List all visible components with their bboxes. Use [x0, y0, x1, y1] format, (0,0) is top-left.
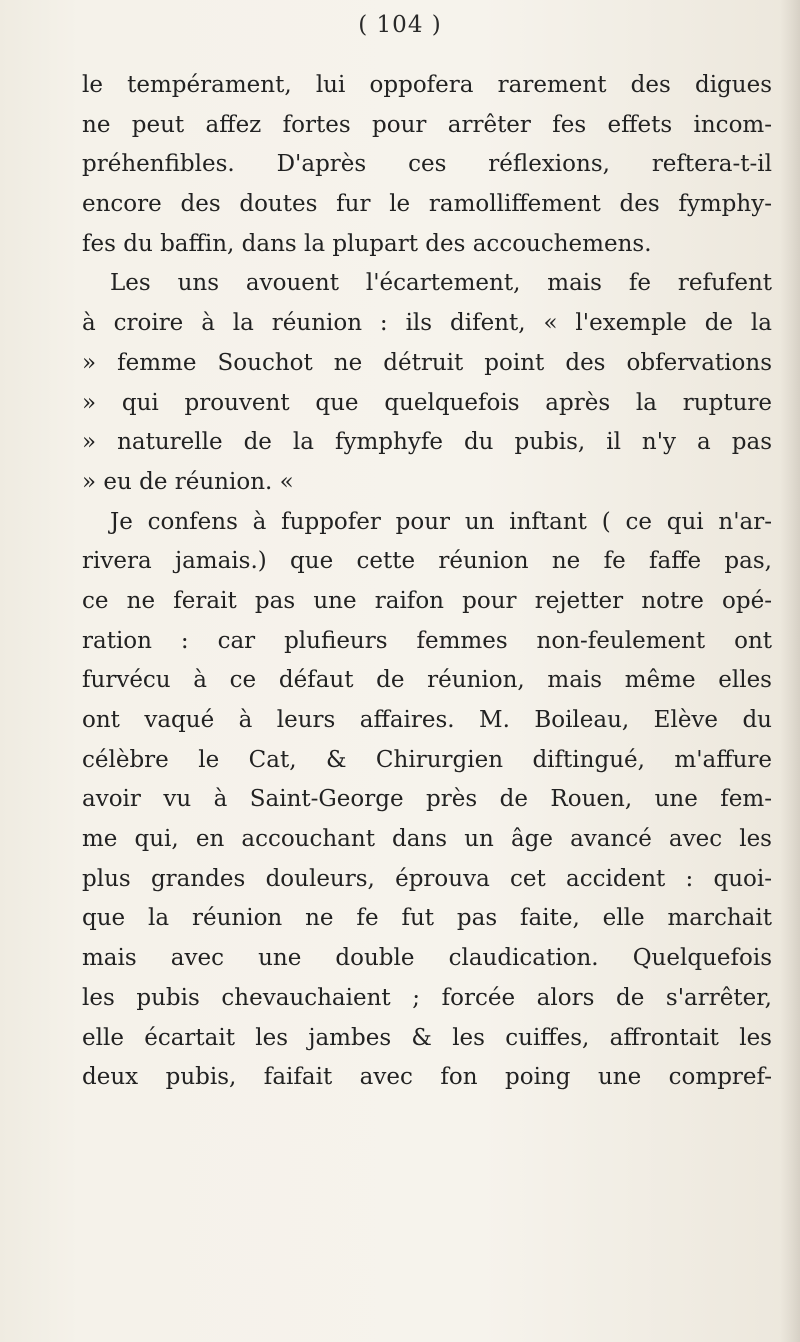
text-line: préhenfibles. D'après ces réflexions, reftera-t-il — [82, 151, 772, 178]
page-number: ( 104 ) — [358, 12, 442, 38]
text-line: fes du baffin, dans la plupart des accouchemens. — [82, 230, 652, 257]
page-edge-shadow — [780, 0, 800, 1342]
text-line: » qui prouvent que quelquefois après la rupture — [82, 389, 772, 416]
text-line: deux pubis, faifait avec fon poing une compref- — [82, 1064, 772, 1091]
text-line: » eu de réunion. « — [82, 468, 294, 495]
text-line: » femme Souchot ne détruit point des obfervations — [82, 349, 772, 376]
text-line: les pubis chevauchaient ; forcée alors de s'arrêter, — [82, 984, 772, 1011]
text-line: mais avec une double claudication. Quelquefois — [82, 945, 772, 972]
text-line: plus grandes douleurs, éprouva cet accident : quoi- — [82, 865, 772, 892]
body-text — [82, 66, 772, 1098]
text-line: rivera jamais.) que cette réunion ne fe faffe pas, — [82, 548, 772, 575]
text-line: » naturelle de la fymphyfe du pubis, il n'y a pas — [82, 429, 772, 456]
text-line: ration : car plufieurs femmes non-feulement ont — [82, 627, 772, 654]
text-line: à croire à la réunion : ils difent, « l'exemple de la — [82, 310, 772, 337]
text-line: encore des doutes fur le ramolliffement des fymphy- — [82, 191, 772, 218]
text-line: célèbre le Cat, & Chirurgien diftingué, m'affure — [82, 746, 772, 773]
text-line: le tempérament, lui oppofera rarement des digues — [82, 72, 772, 98]
text-line: ont vaqué à leurs affaires. M. Boileau, Elève du — [82, 707, 772, 733]
text-line: me qui, en accouchant dans un âge avancé avec les — [82, 826, 772, 853]
text-line: avoir vu à Saint-George près de Rouen, une fem- — [82, 786, 772, 813]
text-line: que la réunion ne fe fut pas faite, elle marchait — [82, 905, 772, 932]
text-line: ce ne ferait pas une raifon pour rejetter notre opé- — [82, 587, 772, 614]
text-line: elle écartait les jambes & les cuiffes, affrontait les — [82, 1024, 772, 1051]
text-line: Je confens à fuppofer pour un inftant ( ce qui n'ar- — [110, 508, 772, 535]
text-line: furvécu à ce défaut de réunion, mais même elles — [82, 667, 772, 694]
text-line: ne peut affez fortes pour arrêter fes effets incom- — [82, 111, 772, 138]
text-line: Les uns avouent l'écartement, mais fe refufent — [110, 270, 772, 297]
